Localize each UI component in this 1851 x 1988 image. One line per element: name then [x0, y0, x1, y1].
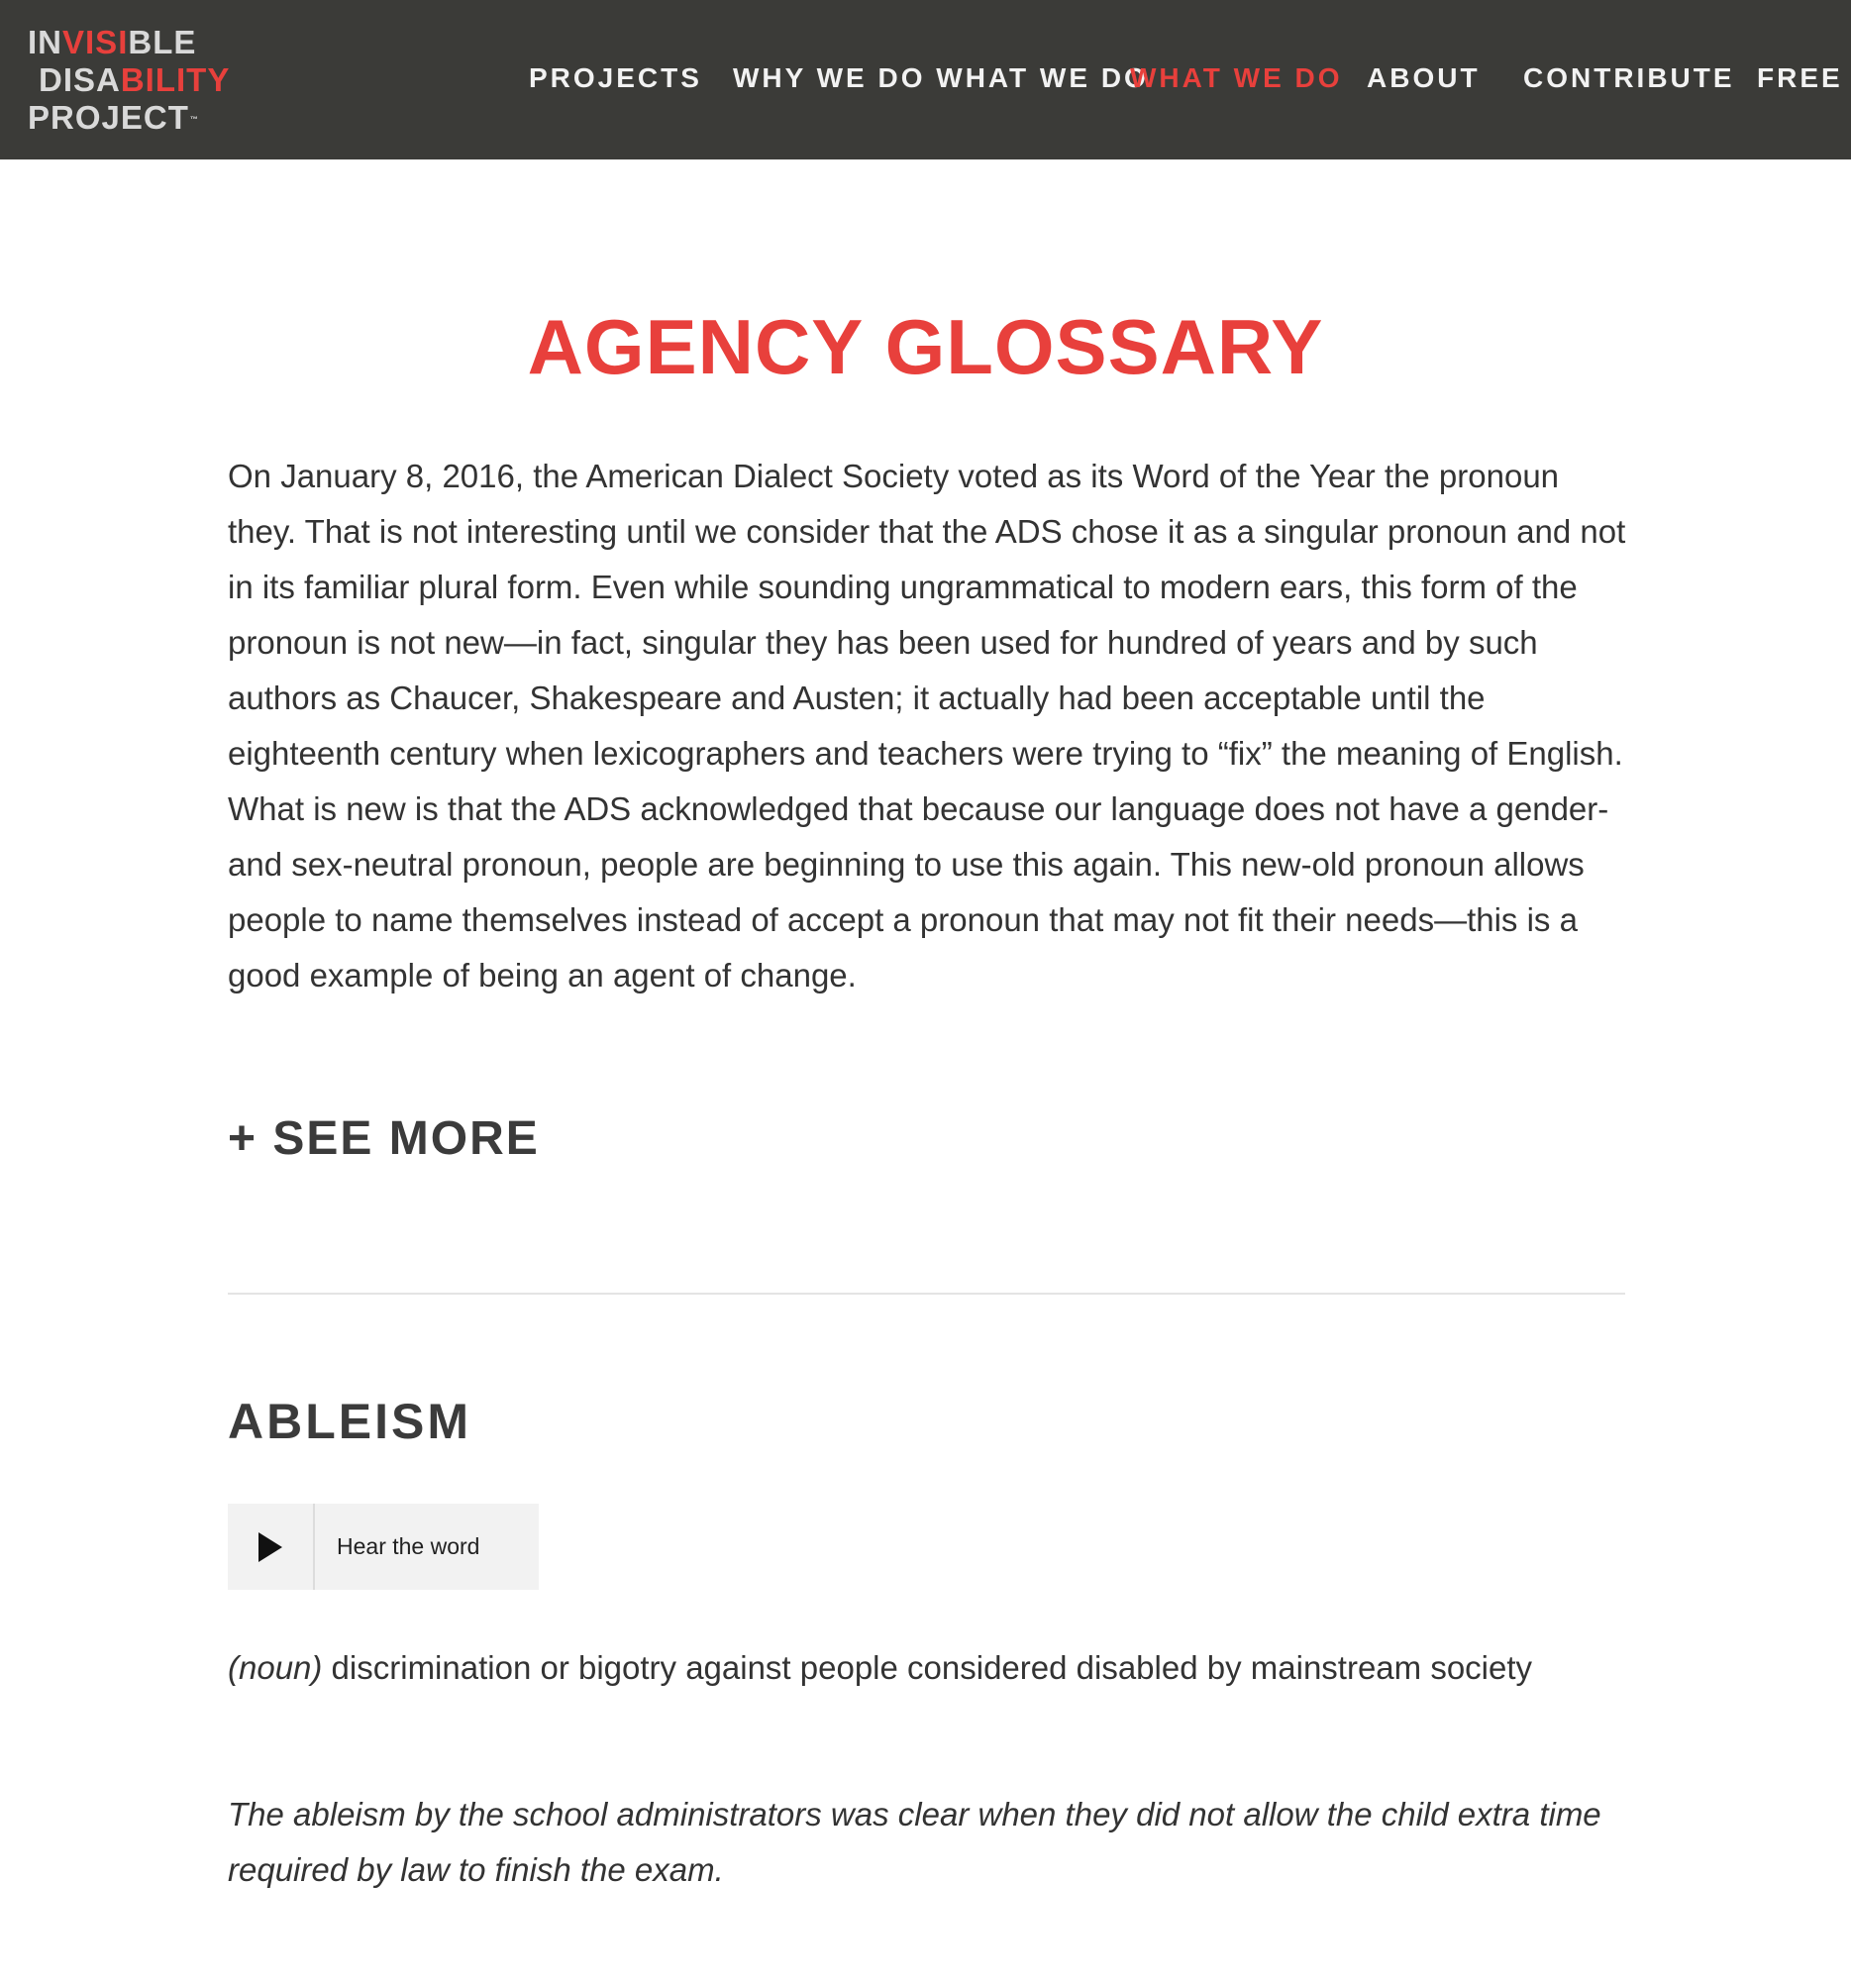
- term-heading: ABLEISM: [228, 1394, 471, 1449]
- audio-label: Hear the word: [337, 1533, 480, 1559]
- usage-example: The ableism by the school administrators was clear when they did not allow the child extra time required by law to finish the exam.: [228, 1796, 1601, 1888]
- logo-line-invisible: INVISIBLE: [28, 24, 197, 60]
- page-title: AGENCY GLOSSARY: [527, 303, 1324, 390]
- nav-what-we-do[interactable]: WHAT WE DO: [1130, 62, 1343, 93]
- part-of-speech: (noun): [228, 1649, 323, 1686]
- nav-projects[interactable]: PROJECTS: [529, 62, 702, 93]
- definition-text: discrimination or bigotry against people considered disabled by mainstream society: [322, 1649, 1533, 1686]
- section-divider: [228, 1293, 1625, 1295]
- site-logo[interactable]: [28, 24, 230, 137]
- see-more-button[interactable]: + SEE MORE: [228, 1112, 540, 1165]
- logo-line-disability: DISABILITY: [39, 61, 231, 98]
- audio-player: [228, 1504, 539, 1590]
- play-icon: [258, 1532, 282, 1562]
- term-definition: [228, 1640, 1634, 1696]
- intro-paragraph: On January 8, 2016, the American Dialect Society voted as its Word of the Year the pronoun they. That is not interesting until we consider that the ADS chose it as a singular pronoun and not in its familiar plural form. Even while sounding ungrammatical to modern ears, this form of the pronoun is not new—in fact, singular they has been used for hundred of years and by such authors as Chaucer, Shakespeare and Austen; it actually had been acceptable until the eighteenth century when lexicographers and teachers were trying to “fix” the meaning of English. What is new is that the ADS acknowledged that because our language does not have a gender- and sex-neutral pronoun, people are beginning to use this again. This new-old pronoun allows people to name themselves instead of accept a pronoun that may not fit their needs—this is a good example of being an agent of change.: [228, 458, 1626, 994]
- play-button[interactable]: [228, 1504, 315, 1590]
- nav-free[interactable]: FREE: [1757, 62, 1843, 93]
- site-header: [0, 0, 1851, 159]
- nav-about[interactable]: ABOUT: [1367, 62, 1481, 93]
- nav-contribute[interactable]: CONTRIBUTE: [1523, 62, 1735, 93]
- logo-line-project: PROJECT™: [28, 99, 199, 136]
- nav-why-we-do-what-we-do[interactable]: WHY WE DO WHAT WE DO: [733, 62, 1149, 93]
